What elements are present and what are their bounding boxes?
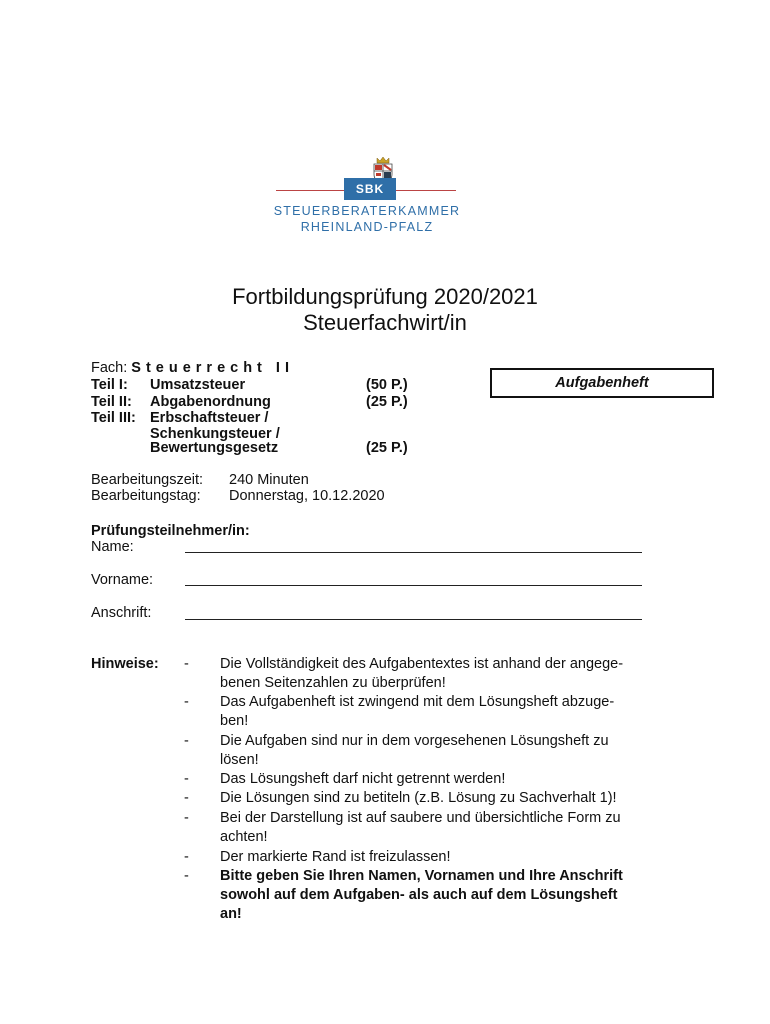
logo-name-line1: STEUERBERATERKAMMER — [273, 204, 461, 218]
notes-bullet: - — [184, 771, 189, 787]
part-3-label: Teil III: — [91, 410, 136, 426]
notes-item: Das Aufgabenheft ist zwingend mit dem Lösungsheft abzuge- ben! — [220, 694, 615, 729]
logo-line-right — [396, 190, 456, 191]
logo-name-line2: RHEINLAND-PFALZ — [300, 220, 434, 234]
notes-item: Der markierte Rand ist freizulassen! — [220, 849, 451, 865]
page-subtitle: Steuerfachwirt/in — [303, 310, 467, 335]
logo-badge: SBK — [344, 178, 396, 200]
notes-item: Die Vollständigkeit des Aufgabentextes ist anhand der angege- benen Seitenzahlen zu überprüfen! — [220, 656, 624, 691]
notes-bullet: - — [184, 733, 189, 749]
notes-bullet: - — [184, 694, 189, 710]
duration-value: 240 Minuten — [229, 472, 309, 488]
part-3-name-line3: Bewertungsgesetz — [150, 440, 279, 456]
logo-line-left — [276, 190, 344, 191]
first-name-label: Vorname: — [91, 572, 154, 588]
notes-bullet: - — [184, 656, 189, 672]
part-2-points: (25 P.) — [366, 394, 408, 410]
part-1-points: (50 P.) — [366, 377, 408, 393]
notes-item: Die Aufgaben sind nur in dem vorgesehenen Lösungsheft zu lösen! — [220, 733, 609, 768]
booklet-type-box: Aufgabenheft — [490, 368, 714, 398]
part-1-name: Umsatzsteuer — [150, 377, 246, 393]
part-3-name: Erbschaftsteuer / — [150, 410, 269, 426]
part-2-label: Teil II: — [91, 394, 132, 410]
subject-line — [91, 360, 294, 377]
part-2-name: Abgabenordnung — [150, 394, 271, 410]
subject-label: Fach: — [91, 360, 128, 376]
notes-bullet: - — [184, 849, 189, 865]
subject-name: Steuerrecht II — [131, 360, 294, 376]
exam-date-value: Donnerstag, 10.12.2020 — [229, 488, 385, 504]
address-label: Anschrift: — [91, 605, 152, 621]
title-block — [0, 284, 770, 336]
part-3-points: (25 P.) — [366, 440, 408, 456]
duration-label: Bearbeitungszeit: — [91, 472, 204, 488]
sbk-logo — [272, 152, 462, 237]
first-name-field-line — [185, 585, 642, 586]
name-field-line — [185, 552, 642, 553]
notes-bullet: - — [184, 810, 189, 826]
participant-heading: Prüfungsteilnehmer/in: — [91, 523, 250, 539]
notes-item: Die Lösungen sind zu betiteln (z.B. Lösung zu Sachverhalt 1)! — [220, 790, 617, 806]
notes-bullet: - — [184, 790, 189, 806]
part-1-label: Teil I: — [91, 377, 128, 393]
page-title: Fortbildungsprüfung 2020/2021 — [232, 284, 538, 309]
notes-item: Das Lösungsheft darf nicht getrennt werden! — [220, 771, 506, 787]
part-3-name-line2: Schenkungsteuer / — [150, 426, 280, 442]
notes-item: Bei der Darstellung ist auf saubere und übersichtliche Form zu achten! — [220, 810, 621, 845]
address-field-line — [185, 619, 642, 620]
name-label: Name: — [91, 539, 134, 555]
exam-date-label: Bearbeitungstag: — [91, 488, 201, 504]
notes-label: Hinweise: — [91, 656, 159, 672]
notes-bullet: - — [184, 868, 189, 884]
notes-item-emphasis: Bitte geben Sie Ihren Namen, Vornamen und Ihre Anschrift sowohl auf dem Aufgaben- als auch auf dem Lösungsheft an! — [220, 868, 623, 922]
